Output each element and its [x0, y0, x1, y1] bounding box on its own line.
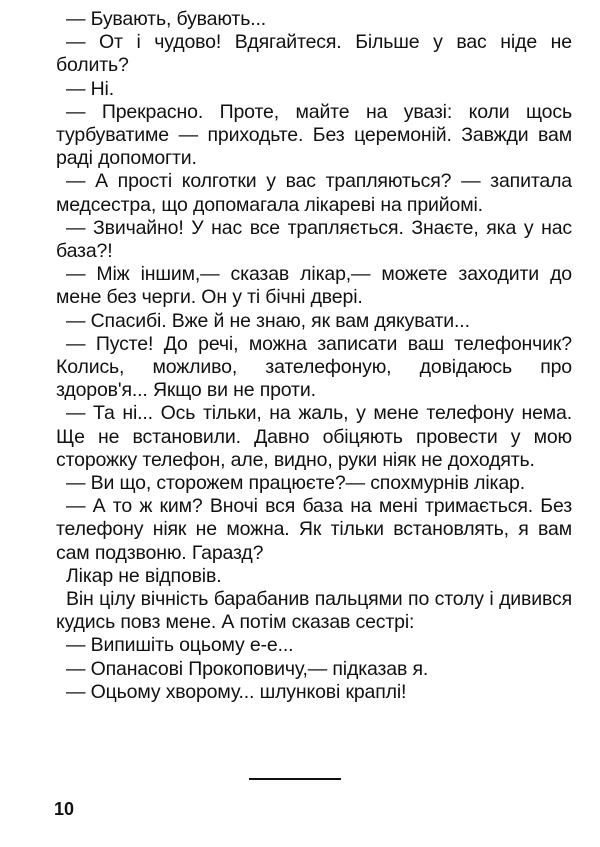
paragraph: — Опанасові Прокоповичу,— підказав я.: [66, 657, 429, 680]
paragraph: Він цілу вічність барабанив пальцями по столу і дивився кудись повз мене. А потім сказав сестрі:: [56, 588, 572, 634]
paragraph: — Випишіть оцьому е-е...: [66, 634, 294, 657]
paragraph: — Звичайно! У нас все трапляється. Знаєте, яка у нас база?!: [56, 216, 572, 263]
paragraph: — Між іншим,— сказав лікар,— можете заходити до мене без черги. Он у ті бічні двері.: [56, 263, 572, 309]
page-number: 10: [54, 799, 75, 819]
paragraph: — Оцьому хворому... шлункові краплі!: [66, 680, 407, 703]
section-divider: [249, 778, 341, 780]
paragraph: — От і чудово! Вдягайтеся. Більше у вас ніде не болить?: [56, 31, 572, 77]
page-text: [56, 8, 572, 704]
paragraph: — Та ні... Ось тільки, на жаль, у мене телефону нема. Ще не встановили. Давно обіцяють провести у мою сторожку телефон, але, видно, руки ніяк не доходять.: [56, 402, 572, 471]
paragraph: — А прості колготки у вас трапляються? — запитала медсестра, що допомагала лікареві на прийомі.: [56, 170, 572, 216]
paragraph: — Пусте! До речі, можна записати ваш телефончик? Колись, можливо, зателефоную, довідаюсь про здоров'я... Якщо ви не проти.: [56, 332, 572, 402]
paragraph: — Ні.: [66, 77, 115, 100]
paragraph: — А то ж ким? Вночі вся база на мені тримається. Без телефону ніяк не можна. Як тільки встановлять, я вам сам подзвоню. Гаразд?: [56, 495, 572, 564]
paragraph: Лікар не відповів.: [66, 564, 222, 587]
paragraph: — Бувають, бувають...: [66, 8, 267, 30]
paragraph: — Спасибі. Вже й не знаю, як вам дякувати...: [66, 309, 470, 332]
paragraph: — Ви що, сторожем працюєте?— спохмурнів лікар.: [66, 472, 525, 495]
paragraph: — Прекрасно. Проте, майте на увазі: коли щось турбуватиме — приходьте. Без церемоній. Завжди вам раді допомогти.: [56, 100, 572, 170]
